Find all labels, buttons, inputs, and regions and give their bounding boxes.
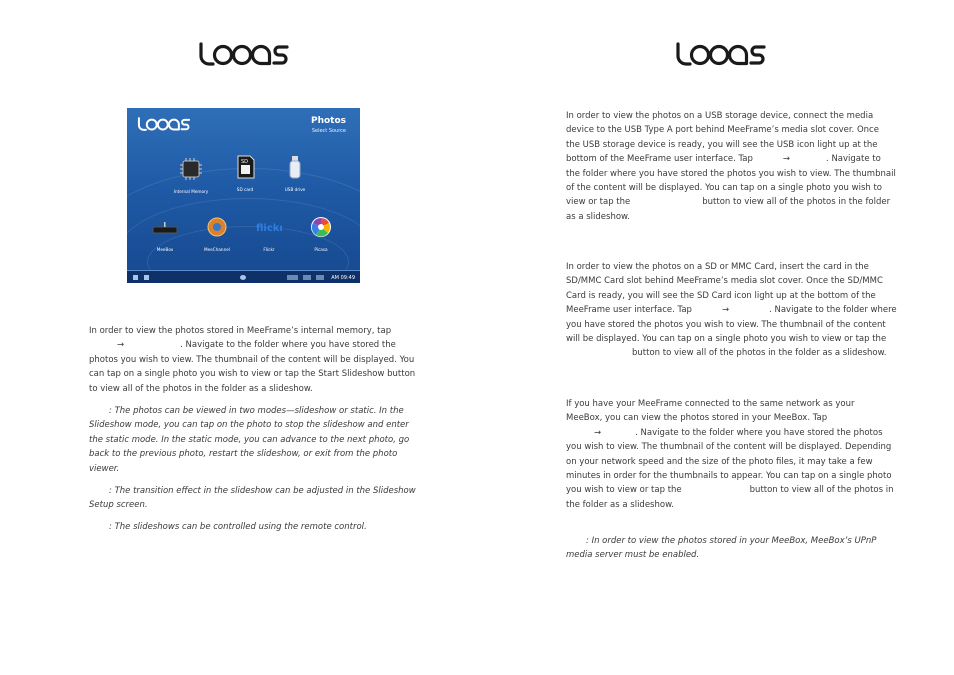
svg-text:SD: SD (241, 159, 249, 165)
looqs-logo-right (675, 42, 767, 66)
looqs-logo-icon (675, 42, 767, 66)
looqs-logo-icon (136, 117, 192, 131)
source-meebox[interactable]: MeeBox (141, 214, 189, 252)
sd-card-icon (232, 154, 258, 180)
flickr-icon (256, 214, 282, 240)
status-bar (127, 270, 360, 283)
looqs-logo-left (198, 42, 290, 66)
grid-icon[interactable] (133, 275, 138, 280)
volume-icon[interactable] (144, 275, 149, 280)
usb-instructions: In order to view the photos on a USB storage device, connect the media device to the USB Type A port behind MeeFrame’s media slot cover. Once the USB storage device is ready, you will see the USB icon light up at the bottom of the MeeFrame user interface. Tap → . Navigate to the folder where you have stored the photos you wish to view. The thumbnail of the content will be displayed. You can tap on a single photo you wish to view or tap the button to view all of the photos in the folder as a slideshow. (566, 111, 896, 222)
note-upnp: : In order to view the photos stored in your MeeBox, MeeBox’s UPnP media server must be enabled. (566, 536, 877, 561)
note-transition-effect: : The transition effect in the slideshow can be adjusted in the Slideshow Setup screen. (89, 486, 416, 511)
note-remote-control: : The slideshows can be controlled using the remote control. (109, 522, 367, 532)
sd-card-instructions: In order to view the photos on a SD or MMC Card, insert the card in the SD/MMC Card slot behind MeeFrame’s media slot cover. Once the SD/MMC Card is ready, you will see the SD Card icon light up at the bottom of the MeeFrame user interface. Tap → . Navigate to the folder where you have stored the photos you wish to view. The thumbnail of the content will be displayed. You can tap on a single photo you wish to view or tap the button to view all of the photos in the folder as a slideshow. (566, 262, 897, 359)
sd-status-icon (303, 275, 311, 280)
refresh-icon[interactable] (240, 275, 246, 280)
usb-drive-icon (282, 154, 308, 180)
clock: AM 09:49 (331, 275, 355, 281)
note-viewing-modes: : The photos can be viewed in two modes—slideshow or static. In the Slideshow mode, you can tap on the photo to stop the slideshow and enter the static mode. In the static mode, you can advance to the next photo, go back to the previous photo, restart the slideshow, or exit from the photo viewer. (89, 406, 410, 474)
source-meechannel[interactable]: MeeChannel (193, 214, 241, 252)
source-sd-card[interactable]: SD SD card (221, 154, 269, 192)
screen-title: Photos (310, 116, 346, 126)
network-status-icon (316, 275, 324, 280)
looqs-logo-icon (198, 42, 290, 66)
source-picasa[interactable]: Picasa (297, 214, 345, 252)
source-flickr[interactable]: flickr Flickr (245, 214, 293, 252)
meebox-icon (152, 214, 178, 240)
source-usb-drive[interactable]: USB drive (271, 154, 319, 192)
source-internal-memory[interactable]: Internal Memory (167, 156, 215, 194)
photos-select-source-screenshot (127, 108, 360, 283)
screen-subtitle: Select Source (311, 128, 346, 134)
internal-memory-instructions: In order to view the photos stored in MeeFrame’s internal memory, tap → . Navigate to the folder where you have stored the photos you wish to view. The thumbnail of the content will be displayed. You can tap on a single photo you wish to view or tap the Start Slideshow button to view all of the photos in the folder as a slideshow. (89, 326, 416, 394)
meebox-instructions: If you have your MeeFrame connected to the same network as your MeeBox, you can view the photos stored in your MeeBox. Tap → . Navigate to the folder where you have stored the photos you wish to view. The thumbnail of the content will be displayed. Depending on your network speed and the size of the photo files, it may take a few minutes in order for the thumbnails to appear. You can tap on a single photo you wish to view or tap the button to view all of the photos in the folder as a slideshow. (566, 399, 894, 510)
chip-icon (178, 156, 204, 182)
svg-text:flickr: flickr (256, 223, 282, 234)
usb-status-icon (287, 275, 298, 280)
meechannel-icon (204, 214, 230, 240)
picasa-icon (308, 214, 334, 240)
